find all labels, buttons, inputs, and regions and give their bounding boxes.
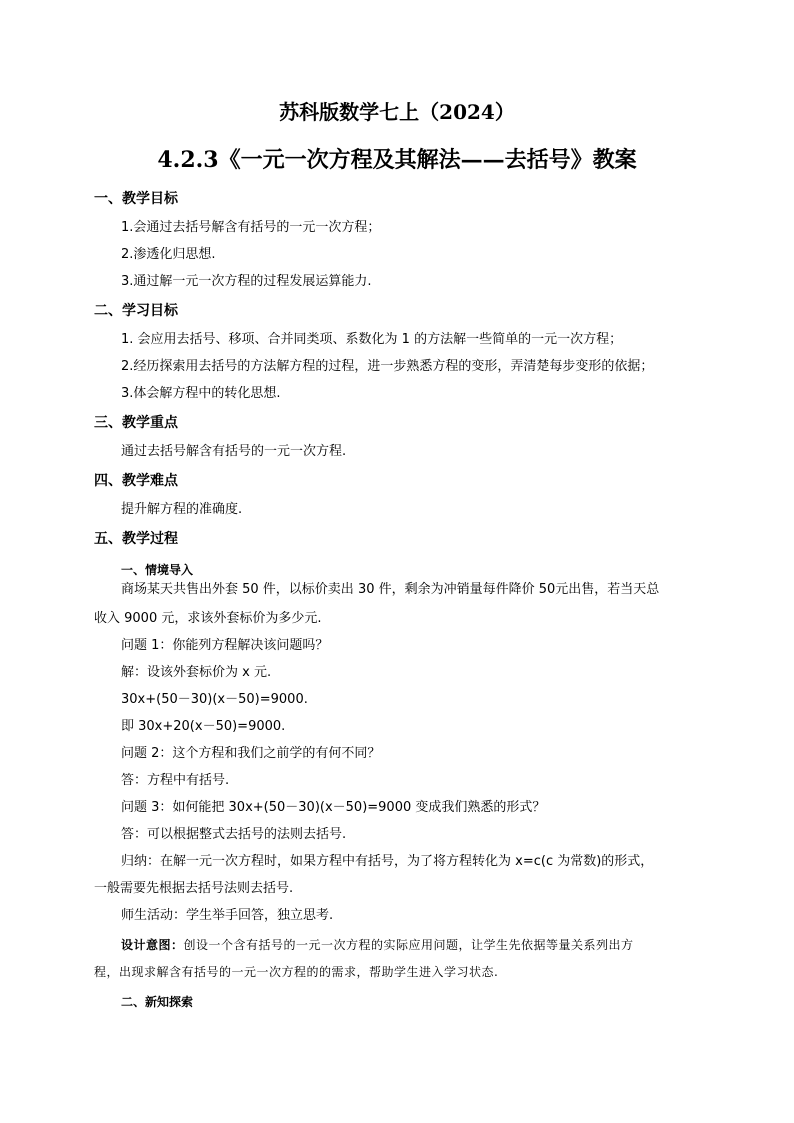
section-heading-key-points: 三、教学重点 — [94, 415, 178, 431]
design-intent — [121, 936, 634, 954]
teaching-goal-item: 3.通过解一元一次方程的过程发展运算能力. — [121, 274, 372, 289]
difficulties-text: 提升解方程的准确度. — [121, 502, 243, 517]
section-heading-process: 五、教学过程 — [94, 531, 178, 547]
process-line: 解：设该外套标价为 x 元. — [121, 665, 272, 680]
design-intent-text: 创设一个含有括号的一元一次方程的实际应用问题，让学生先依据等量关系列出方 — [183, 938, 634, 952]
process-line: 答：方程中有括号. — [121, 773, 230, 788]
section-heading-teaching-goals: 一、教学目标 — [94, 191, 178, 207]
design-intent-label: 设计意图： — [121, 938, 184, 952]
design-intent-continued: 程，出现求解含有括号的一元一次方程的的需求，帮助学生进入学习状态. — [94, 965, 499, 979]
process-line: 商场某天共售出外套 50 件，以标价卖出 30 件，剩余为冲销量每件降价 50元出售，若当天总 — [121, 582, 660, 597]
equation-line: 30x+(50－30)(x－50)=9000. — [121, 692, 308, 707]
process-line: 师生活动：学生举手回答，独立思考. — [121, 908, 334, 923]
equation-line: 即 30x+20(x－50)=9000. — [121, 719, 286, 734]
process-line: 问题 2：这个方程和我们之前学的有何不同？ — [121, 746, 381, 761]
document-subtitle: 4.2.3《一元一次方程及其解法——去括号》教案 — [157, 147, 637, 173]
process-line: 收入 9000 元，求该外套标价为多少元. — [94, 611, 322, 626]
process-line: 一般需要先根据去括号法则去括号. — [94, 881, 294, 896]
learning-goal-item: 1. 会应用去括号、移项、合并同类项、系数化为 1 的方法解一些简单的一元一次方程； — [121, 332, 623, 347]
learning-goal-item: 2.经历探索用去括号的方法解方程的过程，进一步熟悉方程的变形，弄清楚每步变形的依据； — [121, 359, 654, 374]
section-heading-learning-goals: 二、学习目标 — [94, 303, 178, 319]
process-line: 问题 1：你能列方程解决该问题吗？ — [121, 638, 329, 653]
learning-goal-item: 3.体会解方程中的转化思想. — [121, 386, 281, 401]
key-points-text: 通过去括号解含有括号的一元一次方程. — [121, 444, 347, 459]
teaching-goal-item: 1.会通过去括号解含有括号的一元一次方程； — [121, 220, 381, 235]
process-line: 问题 3：如何能把 30x+(50－30)(x－50)=9000 变成我们熟悉的形式？ — [121, 800, 546, 815]
subsection-intro: 一、情境导入 — [121, 563, 194, 577]
section-heading-difficulties: 四、教学难点 — [94, 473, 178, 489]
process-line: 答：可以根据整式去括号的法则去括号. — [121, 827, 347, 842]
teaching-goal-item: 2.渗透化归思想. — [121, 247, 216, 262]
process-line: 归纳：在解一元一次方程时，如果方程中有括号，为了将方程转化为 x=c(c 为常数)的形式， — [121, 854, 654, 869]
subsection-explore: 二、新知探索 — [121, 995, 194, 1009]
document-title: 苏科版数学七上（2024） — [279, 100, 515, 124]
